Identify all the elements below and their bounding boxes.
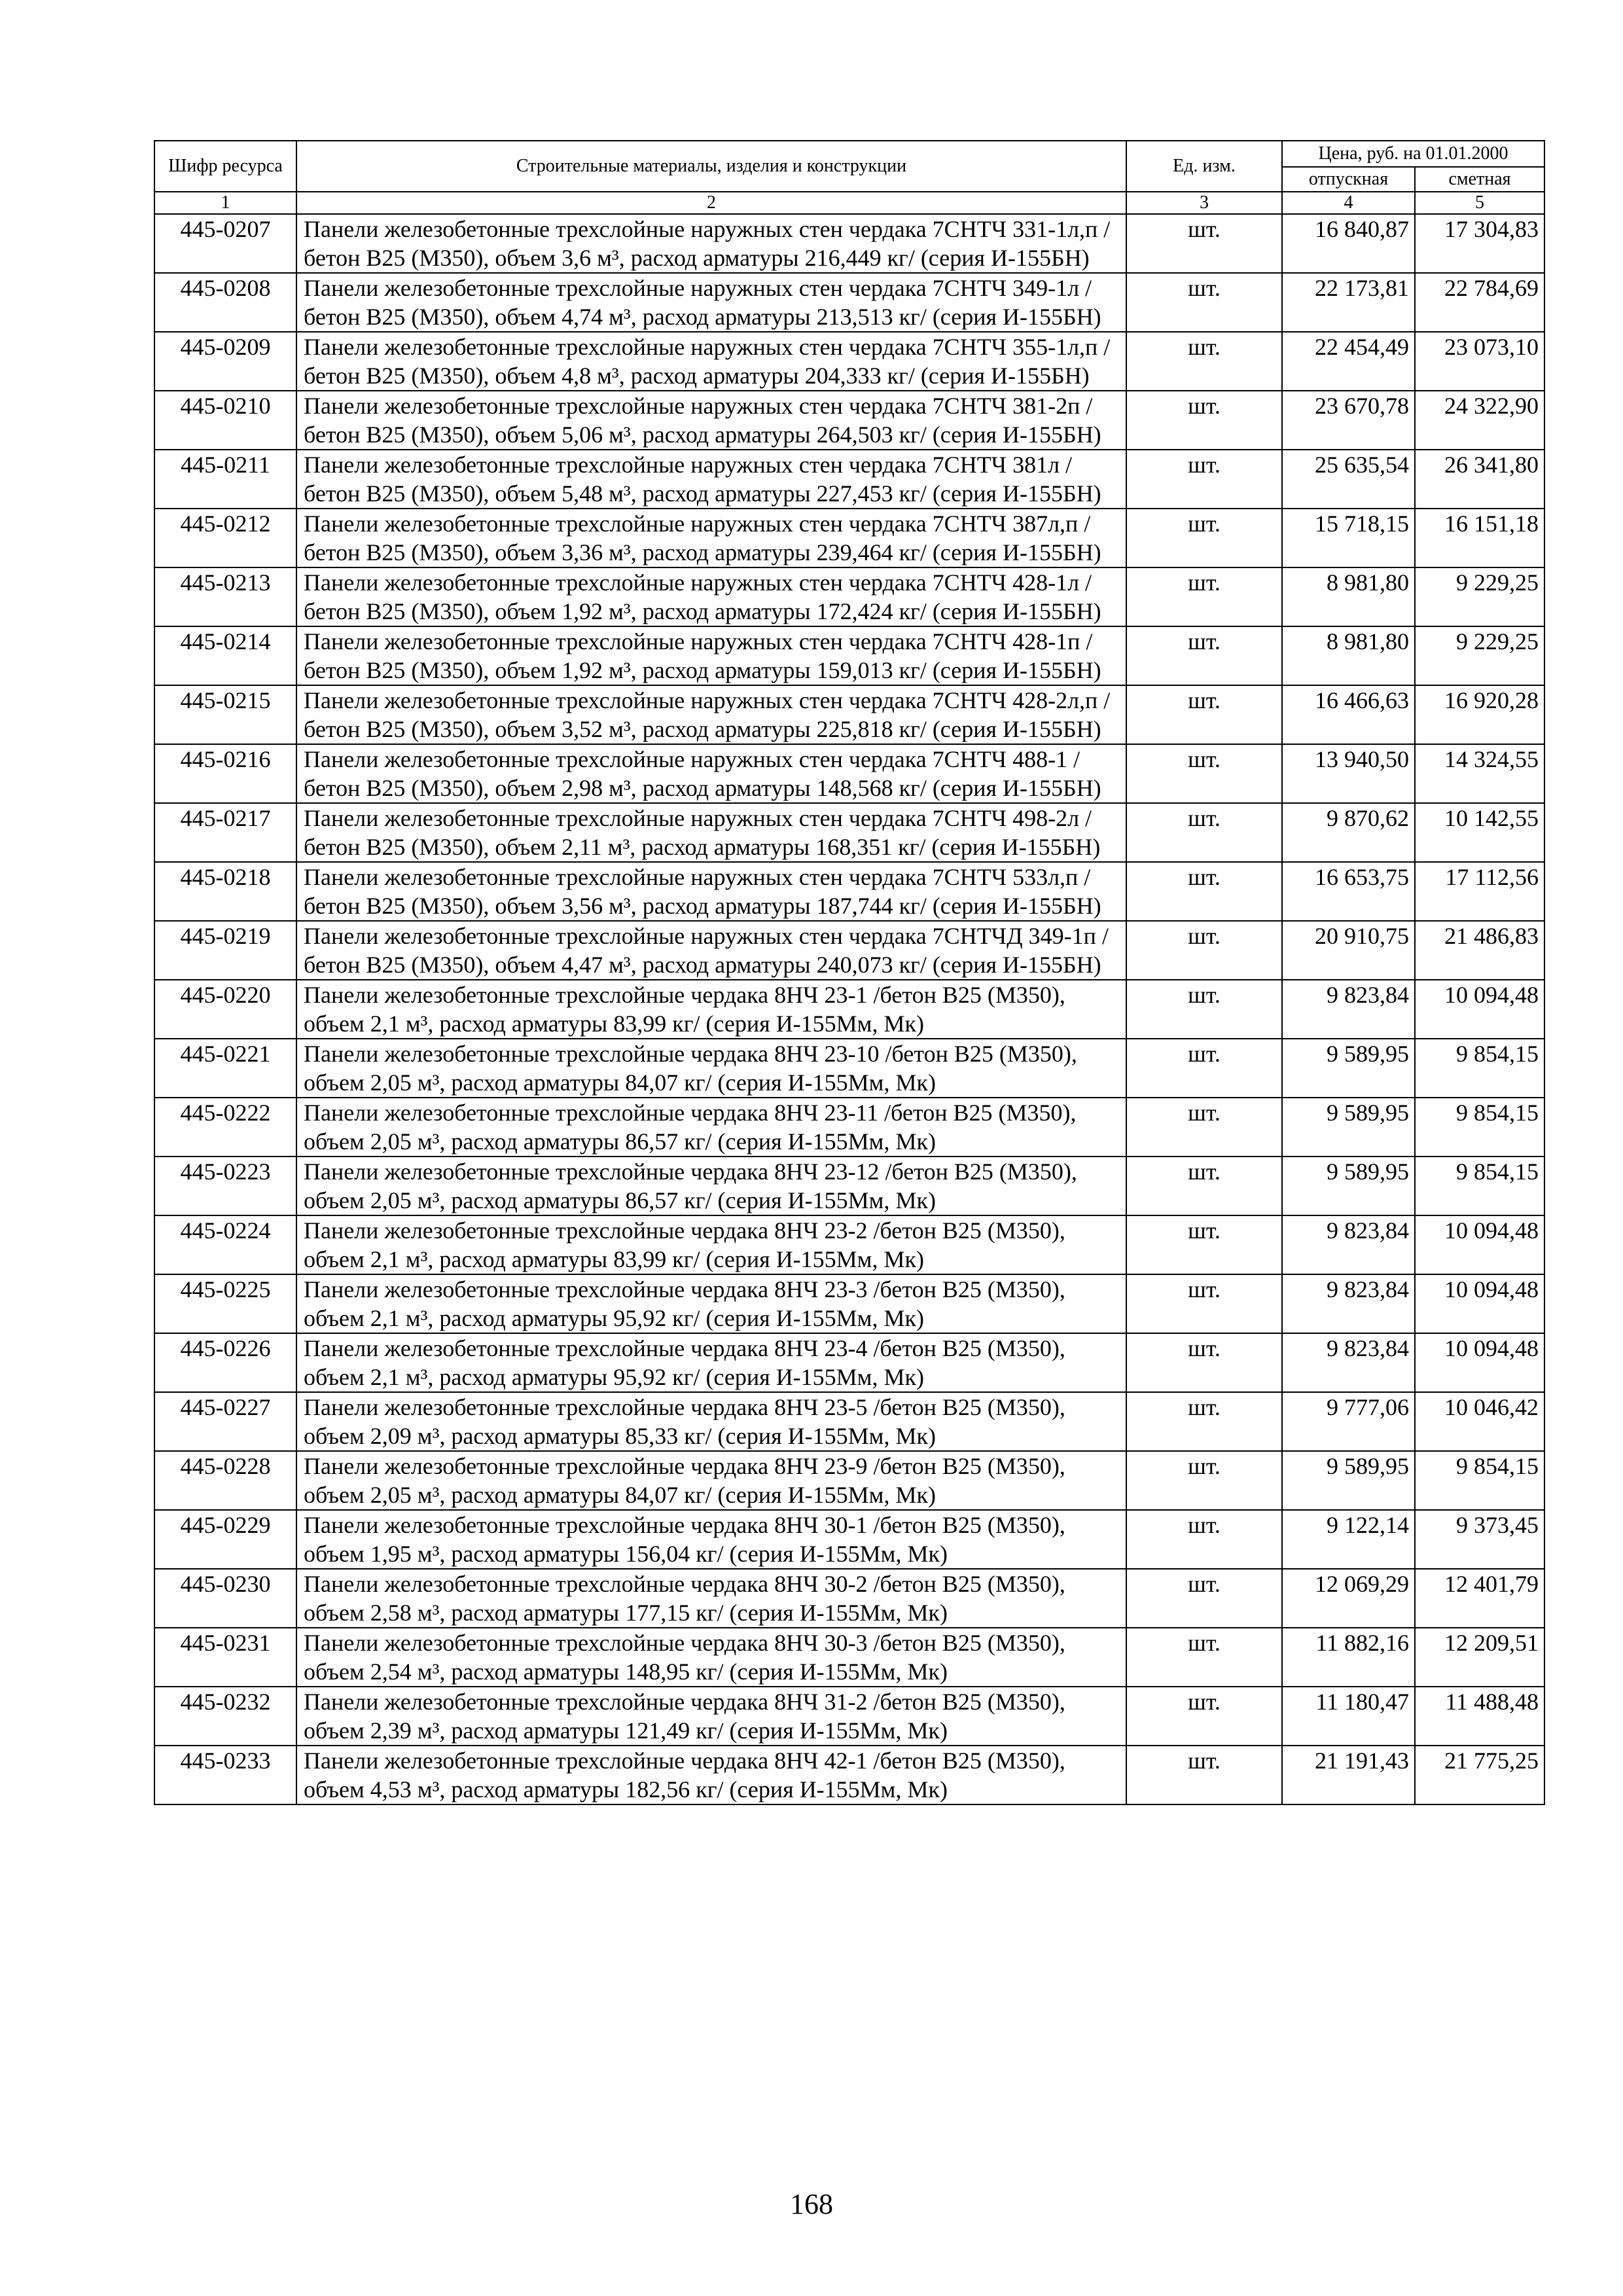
unit-of-measure: шт. — [1126, 1687, 1282, 1746]
material-name: Панели железобетонные трехслойные чердака 8НЧ 23-11 /бетон В25 (М350), объем 2,05 м³, расход арматуры 86,57 кг/ (серия И-155Мм, Мк) — [296, 1098, 1126, 1157]
table-row — [154, 685, 1544, 744]
price-release: 9 589,95 — [1282, 1098, 1415, 1157]
material-name: Панели железобетонные трехслойные наружных стен чердака 7СНТЧ 355-1л,п /бетон В25 (М350), объем 4,8 м³, расход арматуры 204,333 кг/ (серия И-155БН) — [296, 332, 1126, 391]
table-body — [154, 214, 1544, 1804]
resource-code: 445-0232 — [154, 1687, 296, 1746]
unit-of-measure: шт. — [1126, 214, 1282, 273]
material-name: Панели железобетонные трехслойные чердака 8НЧ 31-2 /бетон В25 (М350), объем 2,39 м³, расход арматуры 121,49 кг/ (серия И-155Мм, Мк) — [296, 1687, 1126, 1746]
resource-code: 445-0230 — [154, 1569, 296, 1628]
resource-code: 445-0221 — [154, 1039, 296, 1098]
resource-code: 445-0231 — [154, 1628, 296, 1687]
column-number: 3 — [1126, 192, 1282, 214]
price-estimate: 9 854,15 — [1415, 1039, 1544, 1098]
price-release: 13 940,50 — [1282, 744, 1415, 803]
resource-code: 445-0226 — [154, 1333, 296, 1392]
unit-of-measure: шт. — [1126, 567, 1282, 626]
material-name: Панели железобетонные трехслойные наружных стен чердака 7СНТЧД 349-1п /бетон В25 (М350), объем 4,47 м³, расход арматуры 240,073 кг/ (серия И-155БН) — [296, 921, 1126, 980]
material-name: Панели железобетонные трехслойные наружных стен чердака 7СНТЧ 349-1л /бетон В25 (М350), объем 4,74 м³, расход арматуры 213,513 кг/ (серия И-155БН) — [296, 273, 1126, 332]
price-release: 8 981,80 — [1282, 567, 1415, 626]
unit-of-measure: шт. — [1126, 980, 1282, 1039]
price-estimate: 11 488,48 — [1415, 1687, 1544, 1746]
unit-of-measure: шт. — [1126, 509, 1282, 567]
price-release: 15 718,15 — [1282, 509, 1415, 567]
price-estimate: 9 373,45 — [1415, 1510, 1544, 1569]
header-price-estimate: сметная — [1415, 167, 1544, 192]
table-row — [154, 450, 1544, 509]
price-estimate: 17 112,56 — [1415, 862, 1544, 921]
header-price-release: отпускная — [1282, 167, 1415, 192]
resource-code: 445-0224 — [154, 1215, 296, 1274]
price-estimate: 14 324,55 — [1415, 744, 1544, 803]
price-release: 16 840,87 — [1282, 214, 1415, 273]
unit-of-measure: шт. — [1126, 1392, 1282, 1451]
resource-code: 445-0217 — [154, 803, 296, 862]
price-estimate: 10 046,42 — [1415, 1392, 1544, 1451]
table-row — [154, 273, 1544, 332]
table-row — [154, 862, 1544, 921]
price-estimate: 9 854,15 — [1415, 1098, 1544, 1157]
table-row — [154, 1039, 1544, 1098]
price-estimate: 9 229,25 — [1415, 626, 1544, 685]
table-row — [154, 1451, 1544, 1510]
column-number: 4 — [1282, 192, 1415, 214]
resource-code: 445-0214 — [154, 626, 296, 685]
price-estimate: 21 486,83 — [1415, 921, 1544, 980]
price-release: 9 777,06 — [1282, 1392, 1415, 1451]
price-estimate: 16 920,28 — [1415, 685, 1544, 744]
price-release: 23 670,78 — [1282, 391, 1415, 450]
table-row — [154, 1510, 1544, 1569]
material-name: Панели железобетонные трехслойные чердака 8НЧ 23-1 /бетон В25 (М350), объем 2,1 м³, расход арматуры 83,99 кг/ (серия И-155Мм, Мк) — [296, 980, 1126, 1039]
resource-code: 445-0208 — [154, 273, 296, 332]
price-estimate: 12 209,51 — [1415, 1628, 1544, 1687]
unit-of-measure: шт. — [1126, 273, 1282, 332]
material-name: Панели железобетонные трехслойные наружных стен чердака 7СНТЧ 387л,п /бетон В25 (М350), объем 3,36 м³, расход арматуры 239,464 кг/ (серия И-155БН) — [296, 509, 1126, 567]
price-release: 11 180,47 — [1282, 1687, 1415, 1746]
price-estimate: 26 341,80 — [1415, 450, 1544, 509]
material-name: Панели железобетонные трехслойные чердака 8НЧ 30-3 /бетон В25 (М350), объем 2,54 м³, расход арматуры 148,95 кг/ (серия И-155Мм, Мк) — [296, 1628, 1126, 1687]
unit-of-measure: шт. — [1126, 1098, 1282, 1157]
material-name: Панели железобетонные трехслойные наружных стен чердака 7СНТЧ 331-1л,п /бетон В25 (М350), объем 3,6 м³, расход арматуры 216,449 кг/ (серия И-155БН) — [296, 214, 1126, 273]
unit-of-measure: шт. — [1126, 1333, 1282, 1392]
price-estimate: 17 304,83 — [1415, 214, 1544, 273]
resource-code: 445-0233 — [154, 1746, 296, 1804]
table-row — [154, 567, 1544, 626]
column-number: 2 — [296, 192, 1126, 214]
price-estimate: 10 094,48 — [1415, 1274, 1544, 1333]
page-number: 168 — [790, 2188, 833, 2220]
price-release: 9 589,95 — [1282, 1451, 1415, 1510]
resource-code: 445-0210 — [154, 391, 296, 450]
price-release: 9 589,95 — [1282, 1157, 1415, 1215]
unit-of-measure: шт. — [1126, 685, 1282, 744]
header-unit: Ед. изм. — [1126, 141, 1282, 192]
unit-of-measure: шт. — [1126, 803, 1282, 862]
resource-code: 445-0227 — [154, 1392, 296, 1451]
price-release: 21 191,43 — [1282, 1746, 1415, 1804]
resource-code: 445-0209 — [154, 332, 296, 391]
price-release: 9 870,62 — [1282, 803, 1415, 862]
price-release: 16 653,75 — [1282, 862, 1415, 921]
price-estimate: 24 322,90 — [1415, 391, 1544, 450]
price-release: 22 173,81 — [1282, 273, 1415, 332]
material-name: Панели железобетонные трехслойные чердака 8НЧ 30-2 /бетон В25 (М350), объем 2,58 м³, расход арматуры 177,15 кг/ (серия И-155Мм, Мк) — [296, 1569, 1126, 1628]
price-estimate: 9 229,25 — [1415, 567, 1544, 626]
unit-of-measure: шт. — [1126, 626, 1282, 685]
resource-code: 445-0218 — [154, 862, 296, 921]
table-row — [154, 921, 1544, 980]
price-estimate: 10 094,48 — [1415, 1215, 1544, 1274]
unit-of-measure: шт. — [1126, 1039, 1282, 1098]
material-name: Панели железобетонные трехслойные чердака 8НЧ 23-4 /бетон В25 (М350), объем 2,1 м³, расход арматуры 95,92 кг/ (серия И-155Мм, Мк) — [296, 1333, 1126, 1392]
price-estimate: 22 784,69 — [1415, 273, 1544, 332]
table-row — [154, 509, 1544, 567]
resource-code: 445-0215 — [154, 685, 296, 744]
price-estimate: 16 151,18 — [1415, 509, 1544, 567]
price-release: 20 910,75 — [1282, 921, 1415, 980]
unit-of-measure: шт. — [1126, 744, 1282, 803]
table-row — [154, 744, 1544, 803]
table-header — [154, 141, 1544, 214]
unit-of-measure: шт. — [1126, 921, 1282, 980]
unit-of-measure: шт. — [1126, 391, 1282, 450]
table-row — [154, 214, 1544, 273]
material-name: Панели железобетонные трехслойные наружных стен чердака 7СНТЧ 428-1л /бетон В25 (М350), объем 1,92 м³, расход арматуры 172,424 кг/ (серия И-155БН) — [296, 567, 1126, 626]
price-release: 11 882,16 — [1282, 1628, 1415, 1687]
material-name: Панели железобетонные трехслойные чердака 8НЧ 23-5 /бетон В25 (М350), объем 2,09 м³, расход арматуры 85,33 кг/ (серия И-155Мм, Мк) — [296, 1392, 1126, 1451]
column-number: 5 — [1415, 192, 1544, 214]
resource-code: 445-0207 — [154, 214, 296, 273]
price-estimate: 9 854,15 — [1415, 1451, 1544, 1510]
unit-of-measure: шт. — [1126, 450, 1282, 509]
price-estimate: 10 142,55 — [1415, 803, 1544, 862]
material-name: Панели железобетонные трехслойные наружных стен чердака 7СНТЧ 381-2п /бетон В25 (М350), объем 5,06 м³, расход арматуры 264,503 кг/ (серия И-155БН) — [296, 391, 1126, 450]
price-release: 9 122,14 — [1282, 1510, 1415, 1569]
table-row — [154, 980, 1544, 1039]
material-name: Панели железобетонные трехслойные наружных стен чердака 7СНТЧ 381л /бетон В25 (М350), объем 5,48 м³, расход арматуры 227,453 кг/ (серия И-155БН) — [296, 450, 1126, 509]
material-name: Панели железобетонные трехслойные наружных стен чердака 7СНТЧ 498-2л /бетон В25 (М350), объем 2,11 м³, расход арматуры 168,351 кг/ (серия И-155БН) — [296, 803, 1126, 862]
table-row — [154, 1157, 1544, 1215]
resource-code: 445-0212 — [154, 509, 296, 567]
price-estimate: 10 094,48 — [1415, 1333, 1544, 1392]
table-row — [154, 803, 1544, 862]
table-row — [154, 1628, 1544, 1687]
table-row — [154, 1569, 1544, 1628]
material-name: Панели железобетонные трехслойные наружных стен чердака 7СНТЧ 533л,п /бетон В25 (М350), объем 3,56 м³, расход арматуры 187,744 кг/ (серия И-155БН) — [296, 862, 1126, 921]
column-number: 1 — [154, 192, 296, 214]
material-name: Панели железобетонные трехслойные чердака 8НЧ 23-3 /бетон В25 (М350), объем 2,1 м³, расход арматуры 95,92 кг/ (серия И-155Мм, Мк) — [296, 1274, 1126, 1333]
resource-code: 445-0219 — [154, 921, 296, 980]
material-name: Панели железобетонные трехслойные чердака 8НЧ 30-1 /бетон В25 (М350), объем 1,95 м³, расход арматуры 156,04 кг/ (серия И-155Мм, Мк) — [296, 1510, 1126, 1569]
table-row — [154, 1098, 1544, 1157]
price-release: 9 823,84 — [1282, 1333, 1415, 1392]
table-row — [154, 391, 1544, 450]
material-name: Панели железобетонные трехслойные наружных стен чердака 7СНТЧ 428-2л,п /бетон В25 (М350), объем 3,52 м³, расход арматуры 225,818 кг/ (серия И-155БН) — [296, 685, 1126, 744]
material-name: Панели железобетонные трехслойные чердака 8НЧ 23-10 /бетон В25 (М350), объем 2,05 м³, расход арматуры 84,07 кг/ (серия И-155Мм, Мк) — [296, 1039, 1126, 1098]
unit-of-measure: шт. — [1126, 1274, 1282, 1333]
table-row — [154, 626, 1544, 685]
price-estimate: 10 094,48 — [1415, 980, 1544, 1039]
table-row — [154, 1746, 1544, 1804]
unit-of-measure: шт. — [1126, 1451, 1282, 1510]
price-estimate: 21 775,25 — [1415, 1746, 1544, 1804]
header-price-group: Цена, руб. на 01.01.2000 — [1282, 141, 1544, 167]
resource-code: 445-0211 — [154, 450, 296, 509]
table-row — [154, 1333, 1544, 1392]
resource-code: 445-0223 — [154, 1157, 296, 1215]
header-name: Строительные материалы, изделия и конструкции — [296, 141, 1126, 192]
material-name: Панели железобетонные трехслойные чердака 8НЧ 42-1 /бетон В25 (М350), объем 4,53 м³, расход арматуры 182,56 кг/ (серия И-155Мм, Мк) — [296, 1746, 1126, 1804]
unit-of-measure: шт. — [1126, 1510, 1282, 1569]
unit-of-measure: шт. — [1126, 1569, 1282, 1628]
unit-of-measure: шт. — [1126, 1628, 1282, 1687]
resource-code: 445-0225 — [154, 1274, 296, 1333]
price-release: 12 069,29 — [1282, 1569, 1415, 1628]
material-name: Панели железобетонные трехслойные наружных стен чердака 7СНТЧ 488-1 /бетон В25 (М350), объем 2,98 м³, расход арматуры 148,568 кг/ (серия И-155БН) — [296, 744, 1126, 803]
unit-of-measure: шт. — [1126, 332, 1282, 391]
price-table — [154, 140, 1545, 1805]
table-row — [154, 1215, 1544, 1274]
price-release: 9 823,84 — [1282, 1274, 1415, 1333]
header-code: Шифр ресурса — [154, 141, 296, 192]
material-name: Панели железобетонные трехслойные чердака 8НЧ 23-2 /бетон В25 (М350), объем 2,1 м³, расход арматуры 83,99 кг/ (серия И-155Мм, Мк) — [296, 1215, 1126, 1274]
table-row — [154, 1274, 1544, 1333]
table-row — [154, 332, 1544, 391]
price-estimate: 12 401,79 — [1415, 1569, 1544, 1628]
unit-of-measure: шт. — [1126, 1215, 1282, 1274]
resource-code: 445-0220 — [154, 980, 296, 1039]
table-row — [154, 1392, 1544, 1451]
resource-code: 445-0229 — [154, 1510, 296, 1569]
unit-of-measure: шт. — [1126, 862, 1282, 921]
price-release: 22 454,49 — [1282, 332, 1415, 391]
material-name: Панели железобетонные трехслойные наружных стен чердака 7СНТЧ 428-1п /бетон В25 (М350), объем 1,92 м³, расход арматуры 159,013 кг/ (серия И-155БН) — [296, 626, 1126, 685]
price-release: 16 466,63 — [1282, 685, 1415, 744]
material-name: Панели железобетонные трехслойные чердака 8НЧ 23-12 /бетон В25 (М350), объем 2,05 м³, расход арматуры 86,57 кг/ (серия И-155Мм, Мк) — [296, 1157, 1126, 1215]
price-release: 9 589,95 — [1282, 1039, 1415, 1098]
table-row — [154, 1687, 1544, 1746]
unit-of-measure: шт. — [1126, 1746, 1282, 1804]
price-release: 9 823,84 — [1282, 980, 1415, 1039]
unit-of-measure: шт. — [1126, 1157, 1282, 1215]
resource-code: 445-0216 — [154, 744, 296, 803]
material-name: Панели железобетонные трехслойные чердака 8НЧ 23-9 /бетон В25 (М350), объем 2,05 м³, расход арматуры 84,07 кг/ (серия И-155Мм, Мк) — [296, 1451, 1126, 1510]
resource-code: 445-0222 — [154, 1098, 296, 1157]
resource-code: 445-0213 — [154, 567, 296, 626]
price-release: 25 635,54 — [1282, 450, 1415, 509]
price-release: 8 981,80 — [1282, 626, 1415, 685]
resource-code: 445-0228 — [154, 1451, 296, 1510]
price-estimate: 23 073,10 — [1415, 332, 1544, 391]
price-estimate: 9 854,15 — [1415, 1157, 1544, 1215]
price-release: 9 823,84 — [1282, 1215, 1415, 1274]
